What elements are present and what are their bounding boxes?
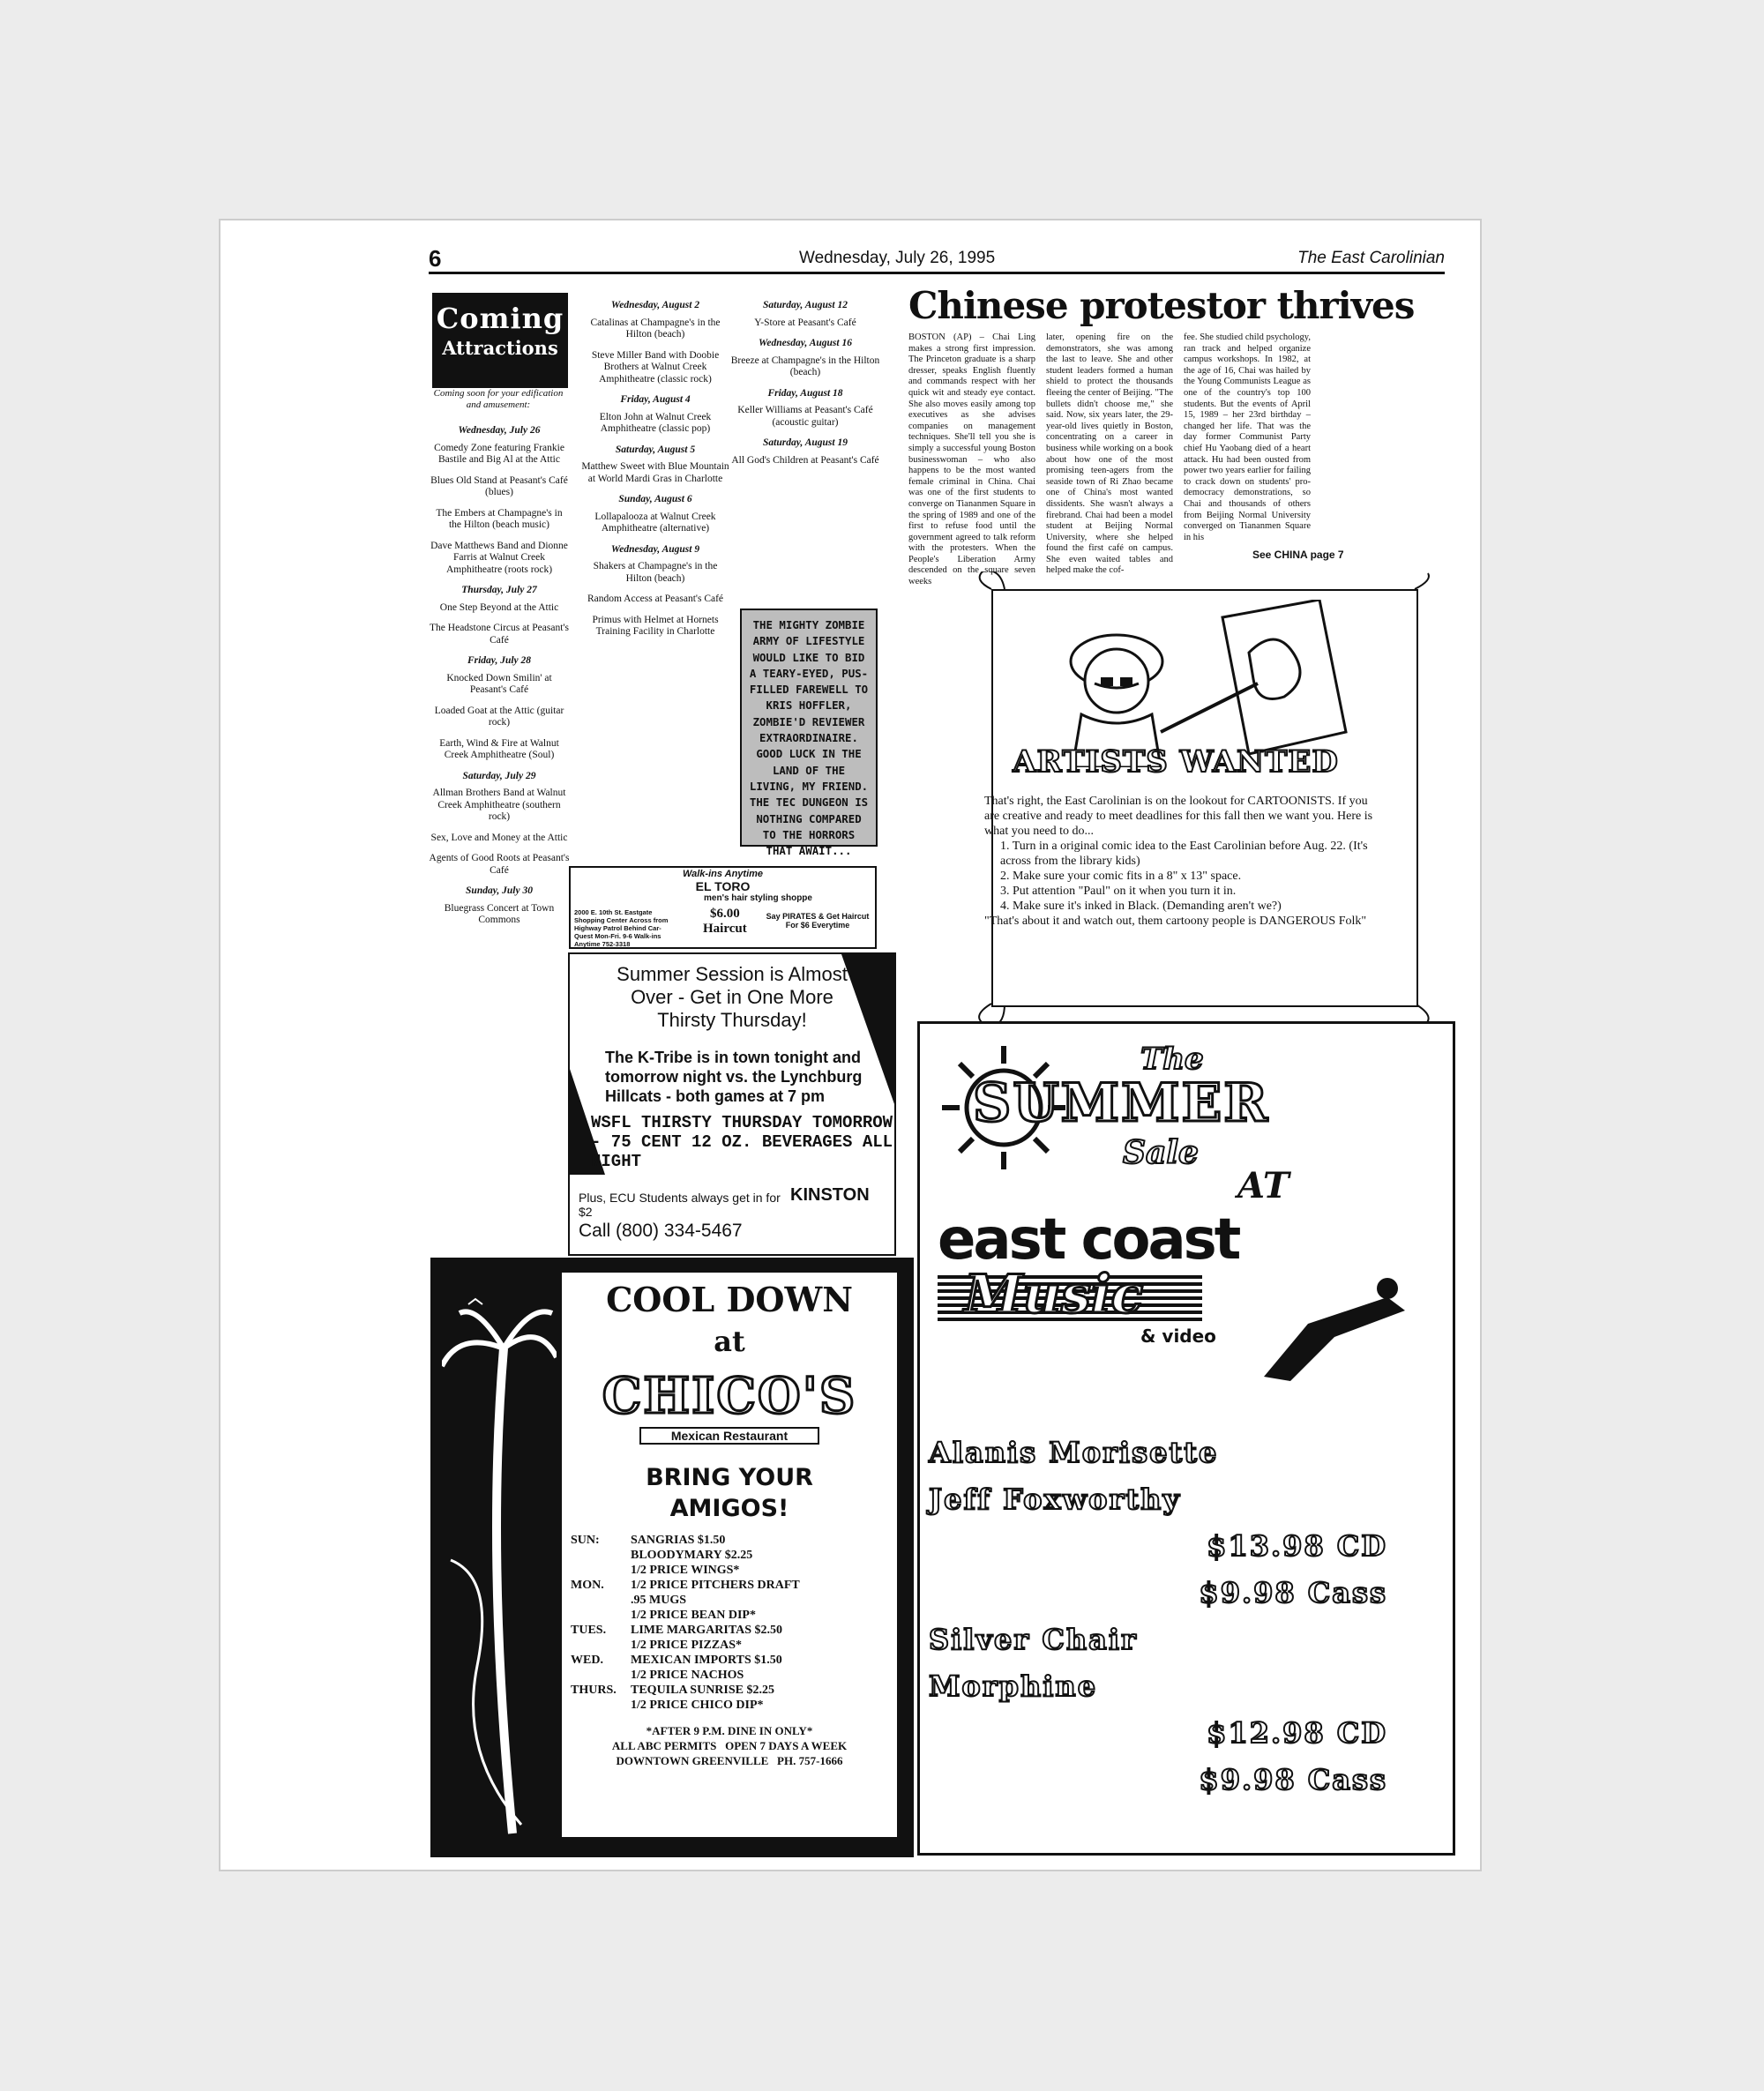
page-number: 6 xyxy=(429,245,442,272)
event-item: Y-Store at Peasant's Café xyxy=(754,317,856,328)
event-day-heading: Sunday, July 30 xyxy=(466,885,533,896)
menu-day xyxy=(571,1548,631,1563)
ecm-brand2: Music xyxy=(964,1264,1144,1326)
kingston-indians-ad xyxy=(568,952,896,1256)
kingston-team: KINSTON xyxy=(790,1185,870,1205)
menu-day: MON. xyxy=(571,1579,604,1592)
eltoro-offer: Say PIRATES & Get Haircut For $6 Everytime xyxy=(766,912,870,930)
chicos-panel xyxy=(560,1271,899,1839)
menu-row xyxy=(571,1698,897,1713)
chicos-foot1: *AFTER 9 P.M. DINE IN ONLY* xyxy=(646,1724,813,1737)
menu-row xyxy=(571,1578,897,1593)
event-item: Allman Brothers Band at Walnut Creek Amphitheatre (southern rock) xyxy=(432,788,566,822)
el-toro-ad xyxy=(569,866,877,949)
artists-line: "That's about it and watch out, them cartoony people is DANGEROUS Folk" xyxy=(984,915,1367,928)
event-item: Catalinas at Champagne's in the Hilton (beach) xyxy=(590,317,721,340)
event-day-heading: Wednesday, August 9 xyxy=(610,543,700,555)
menu-row xyxy=(571,1533,897,1548)
article-column: BOSTON (AP) – Chai Ling makes a strong first impression. The Princeton graduate is a sharp dresser, speaks English fluently and commands respect with her quick wit and steady eye contact. She also moves easily among top executives as she advises companies on management techniques. She'll tell you she is simply a successful young Boston businesswoman – who also happens to be the most wanted female criminal in China. Chai was one of the first students to converge on Tiananmen Square in the spring of 1989 and one of the first to refuse food until the government agreed to talk reform with the protesters. When the People's Liberation Army descended on the square seven weeks xyxy=(908,332,1035,587)
event-item: Loaded Goat at the Attic (guitar rock) xyxy=(434,705,564,728)
eltoro-price-label: Haircut xyxy=(703,922,747,936)
article-headline: Chinese protestor thrives xyxy=(908,284,1415,327)
page-header xyxy=(429,245,1445,274)
chicos-menu xyxy=(571,1533,897,1713)
zombie-note-text: THE MIGHTY ZOMBIE ARMY OF LIFESTYLE WOULD LIKE TO BID A TEARY-EYED, PUS-FILLED FAREWELL TO KRIS HOFFLER, ZOMBIE'D REVIEWER EXTRAORDINAIRE. GOOD LUCK IN THE LAND OF THE LIVING, MY FRIEND. THE TEC DUNGEON IS NOTHING COMPARED TO THE HORRORS THAT AWAIT... xyxy=(749,618,869,858)
event-item: Comedy Zone featuring Frankie Bastile and Big Al at the Attic xyxy=(434,442,564,465)
event-day-heading: Saturday, August 5 xyxy=(615,444,696,455)
newspaper-page xyxy=(236,229,1454,1861)
event-day-heading: Wednesday, August 16 xyxy=(759,338,852,348)
menu-item: TEQUILA SUNRISE $2.25 xyxy=(631,1684,774,1697)
menu-row xyxy=(571,1548,897,1563)
event-item: Elton John at Walnut Creek Amphitheatre (classic pop) xyxy=(599,411,712,434)
ecm-line: $13.98 CD xyxy=(1207,1529,1387,1563)
event-day-heading: Saturday, August 19 xyxy=(763,437,848,448)
event-day-heading: Wednesday, July 26 xyxy=(458,425,541,436)
menu-row xyxy=(571,1653,897,1668)
event-day-heading: Friday, August 18 xyxy=(767,387,843,399)
artists-line: That's right, the East Carolinian is on the lookout for CARTOONISTS. If you are creative and ready to meet deadlines for this fall then we want you. Here is what you need to do... xyxy=(984,795,1373,838)
coming-intro: Coming soon for your edification and amusement: xyxy=(433,388,564,410)
kingston-students: Plus, ECU Students always get in for $2 xyxy=(579,1191,781,1219)
menu-day xyxy=(571,1593,631,1608)
event-item: Keller Williams at Peasant's Café (acoustic guitar) xyxy=(737,405,873,428)
menu-item: MEXICAN IMPORTS $1.50 xyxy=(631,1654,782,1667)
menu-item: 1/2 PRICE NACHOS xyxy=(631,1669,744,1682)
artists-line: 2. Make sure your comic fits in a 8" x 13" space. xyxy=(1000,870,1242,883)
kingston-headline: Summer Session is Almost Over - Get in One More Thirsty Thursday! xyxy=(617,963,848,1031)
event-item: Lollapalooza at Walnut Creek Amphitheatre (alternative) xyxy=(594,511,716,534)
palm-tree-icon xyxy=(442,1296,557,1842)
kingston-body: The K-Tribe is in town tonight and tomorrow night vs. the Lynchburg Hillcats - both games at 7 pm xyxy=(605,1049,863,1105)
menu-day xyxy=(571,1698,631,1713)
event-item: Primus with Helmet at Hornets Training Facility in Charlotte xyxy=(592,614,719,637)
ecm-summer: SUMMER xyxy=(973,1072,1270,1134)
event-item: Bluegrass Concert at Town Commons xyxy=(444,902,555,925)
event-day-heading: Thursday, July 27 xyxy=(461,585,537,595)
events-column-1 xyxy=(429,418,570,936)
chicos-foot3: DOWNTOWN GREENVILLE PH. 757-1666 xyxy=(616,1754,843,1767)
menu-day: THURS. xyxy=(571,1684,617,1697)
ecm-line: Alanis Morisette xyxy=(929,1436,1219,1469)
ecm-line: Morphine xyxy=(929,1669,1098,1703)
chicos-tag1: BRING YOUR xyxy=(646,1464,813,1491)
artists-text xyxy=(984,794,1377,929)
menu-row xyxy=(571,1668,897,1683)
event-item: All God's Children at Peasant's Café xyxy=(731,454,879,466)
event-item: Blues Old Stand at Peasant's Café (blues) xyxy=(430,474,568,497)
article-column: fee. She studied child psychology, ran track and helped organize campus workshops. In 1982, at the age of 16, Chai was hailed by the Young Communists League as one of the country's top 100 students. But the events of April 15, 1989 – her 23rd birthday – changed her life. That was the day former Communist Party chief Hu Yaobang died of a heart attack. Hu had been ousted from power two years earlier for failing to crack down on students' pro-democracy demonstrations, so Chai and thousands of others from Beijing Normal University converged on Tiananmen Square in his xyxy=(1184,332,1311,542)
eltoro-top: Walk-ins Anytime xyxy=(682,869,764,879)
event-day-heading: Wednesday, August 2 xyxy=(610,300,700,310)
menu-item: .95 MUGS xyxy=(631,1594,686,1607)
event-day-heading: Saturday, August 12 xyxy=(763,300,848,310)
ecm-line: $9.98 Cass xyxy=(1199,1763,1387,1796)
menu-day xyxy=(571,1638,631,1653)
chicos-line2: at xyxy=(714,1325,745,1358)
ecm-at: AT xyxy=(1237,1165,1289,1206)
event-day-heading: Friday, July 28 xyxy=(467,655,532,666)
menu-day: WED. xyxy=(571,1654,603,1667)
ecm-brand1: east coast xyxy=(938,1207,1239,1273)
menu-day xyxy=(571,1668,631,1683)
eltoro-sub: men's hair styling shoppe xyxy=(704,893,812,903)
menu-item: 1/2 PRICE PITCHERS DRAFT xyxy=(631,1579,800,1592)
menu-day: SUN: xyxy=(571,1534,600,1547)
event-day-heading: Sunday, August 6 xyxy=(618,494,692,504)
paper-name: The East Carolinian xyxy=(1297,249,1445,267)
ecm-line: Jeff Foxworthy xyxy=(929,1482,1181,1516)
article-jump: See CHINA page 7 xyxy=(1252,549,1344,561)
event-day-heading: Friday, August 4 xyxy=(620,394,691,405)
chicos-tag2: AMIGOS! xyxy=(669,1495,789,1522)
event-item: Shakers at Champagne's in the Hilton (beach) xyxy=(593,561,718,584)
logo-line-1: Coming xyxy=(436,302,564,335)
artists-wanted-ad xyxy=(965,571,1443,1030)
events-column-3 xyxy=(730,293,880,475)
menu-row xyxy=(571,1638,897,1653)
issue-date: Wednesday, July 26, 1995 xyxy=(799,249,996,267)
event-item: The Embers at Champagne's in the Hilton (beach music) xyxy=(436,507,563,530)
ecm-the: The xyxy=(1140,1042,1204,1077)
chicos-line1: COOL DOWN xyxy=(606,1280,853,1319)
menu-day xyxy=(571,1608,631,1623)
scanned-page xyxy=(220,220,1480,1870)
menu-day xyxy=(571,1563,631,1578)
menu-item: 1/2 PRICE PIZZAS* xyxy=(631,1639,743,1652)
menu-item: SANGRIAS $1.50 xyxy=(631,1534,726,1547)
menu-item: BLOODYMARY $2.25 xyxy=(631,1549,753,1562)
ecm-brand3: & video xyxy=(1140,1326,1216,1347)
zombie-farewell-note xyxy=(740,609,878,858)
event-item: Breeze at Champagne's in the Hilton (beach) xyxy=(730,355,880,377)
artist-cartoon-icon xyxy=(1028,600,1364,767)
event-day-heading: Saturday, July 29 xyxy=(462,770,536,781)
ecm-line: $9.98 Cass xyxy=(1199,1576,1387,1609)
eltoro-name: EL TORO xyxy=(695,879,751,893)
menu-row xyxy=(571,1593,897,1608)
event-item: The Headstone Circus at Peasant's Café xyxy=(430,623,569,646)
news-article xyxy=(908,284,1448,588)
event-item: Agents of Good Roots at Peasant's Café xyxy=(429,853,570,876)
event-item: One Step Beyond at the Attic xyxy=(439,601,559,613)
event-item: Matthew Sweet with Blue Mountain at World Mardi Gras in Charlotte xyxy=(581,461,729,484)
chicos-ad xyxy=(430,1258,914,1857)
artists-title: ARTISTS WANTED xyxy=(1013,744,1339,780)
ecm-line: $12.98 CD xyxy=(1207,1716,1387,1750)
kingston-promo: WSFL THIRSTY THURSDAY TOMORROW - 75 CENT 12 OZ. BEVERAGES ALL NIGHT xyxy=(591,1113,893,1171)
menu-item: 1/2 PRICE WINGS* xyxy=(631,1564,740,1577)
menu-item: 1/2 PRICE BEAN DIP* xyxy=(631,1609,756,1622)
artists-line: 3. Put attention "Paul" on it when you turn it in. xyxy=(1000,885,1237,898)
ecm-price-list xyxy=(929,1430,1387,1803)
chicos-name: CHICO'S xyxy=(602,1367,857,1425)
sunbather-icon xyxy=(1255,1271,1414,1385)
eltoro-address: 2000 E. 10th St. Eastgate Shopping Center Across from Highway Patrol Behind Car-Quest Mon-Fri. 9-6 Walk-ins Anytime 752-3318 xyxy=(574,908,669,948)
article-body xyxy=(908,332,1448,588)
ecm-sale: Sale xyxy=(1123,1134,1199,1171)
event-item: Random Access at Peasant's Café xyxy=(587,594,724,604)
menu-item: LIME MARGARITAS $2.50 xyxy=(631,1624,783,1637)
artists-line: 4. Make sure it's inked in Black. (Demanding aren't we?) xyxy=(1000,900,1282,913)
event-item: Dave Matthews Band and Dionne Farris at Walnut Creek Amphitheatre (roots rock) xyxy=(430,540,568,575)
chicos-sub: Mexican Restaurant xyxy=(639,1427,819,1445)
menu-row xyxy=(571,1683,897,1698)
events-column-2 xyxy=(580,293,730,647)
menu-day: TUES. xyxy=(571,1624,607,1637)
logo-line-2: Attractions xyxy=(442,337,558,359)
menu-item: 1/2 PRICE CHICO DIP* xyxy=(631,1699,764,1712)
ecm-line: Silver Chair xyxy=(929,1623,1138,1656)
event-item: Earth, Wind & Fire at Walnut Creek Amphitheatre (Soul) xyxy=(439,737,559,760)
artists-line: 1. Turn in a original comic idea to the East Carolinian before Aug. 22. (It's across from the library kids) xyxy=(1000,840,1368,868)
menu-row xyxy=(571,1623,897,1638)
east-coast-music-ad xyxy=(917,1021,1455,1856)
chicos-foot2: ALL ABC PERMITS OPEN 7 DAYS A WEEK xyxy=(611,1739,848,1752)
eltoro-price: $6.00 xyxy=(709,907,740,921)
kingston-phone: Call (800) 334-5467 xyxy=(579,1221,743,1241)
event-item: Sex, Love and Money at the Attic xyxy=(430,832,568,843)
article-column: later, opening fire on the demonstrators, she was among the last to leave. She and other student leaders formed a human shield to protect the thousands fleeing the center of Beijing. "The bullets didn't choose me," she said. Now, six years later, the 29-year-old lives quietly in Boston, concentrating on a career in business while working on a book about how one of the most promising teen-agers from the seaside town of Ri Zhao became one of China's most wanted dissidents. She wasn't always a firebrand. Chai had been a model student at Beijing Normal University, where she helped found the first café on campus. She even waited tables and helped make the cof- xyxy=(1046,332,1173,576)
event-item: Steve Miller Band with Doobie Brothers at Walnut Creek Amphitheatre (classic rock) xyxy=(591,349,720,385)
event-item: Knocked Down Smilin' at Peasant's Café xyxy=(446,672,552,695)
menu-row xyxy=(571,1563,897,1578)
coming-attractions-logo xyxy=(432,293,568,388)
menu-row xyxy=(571,1608,897,1623)
